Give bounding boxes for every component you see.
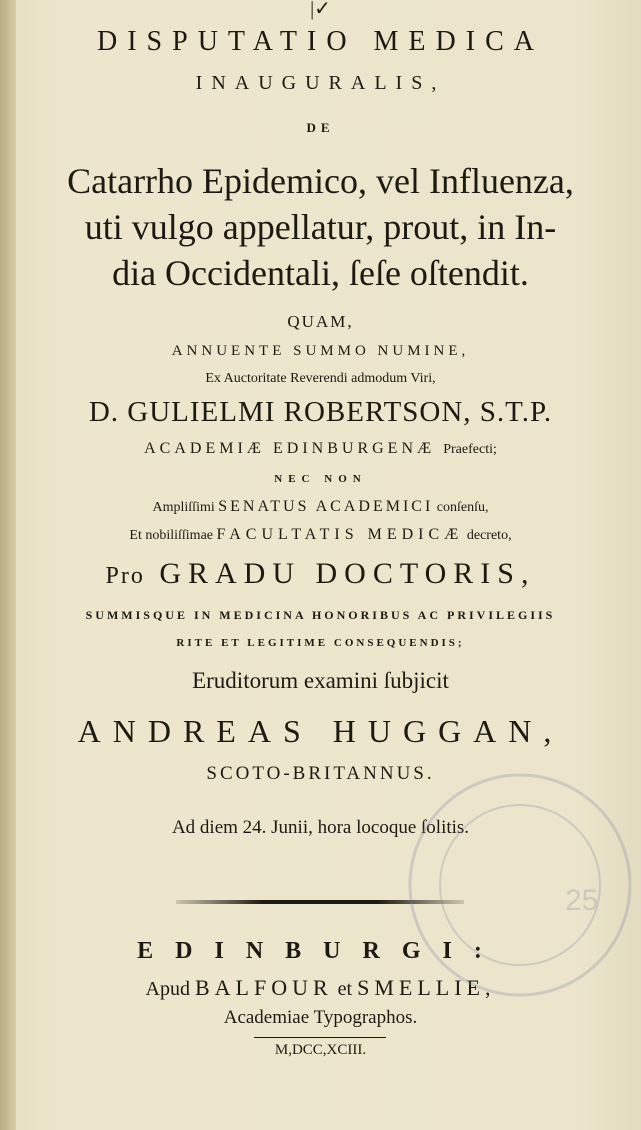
subject-title: [0, 158, 641, 296]
amplissimi-tail: conſenſu,: [436, 500, 489, 515]
author-nation: SCOTO-BRITANNUS.: [206, 763, 435, 784]
quam-label: QUAM,: [287, 312, 354, 331]
academiae-line: [0, 440, 641, 458]
principal-name: D. GULIELMI ROBERTSON, S.T.P.: [88, 396, 553, 428]
amplissimi-line: [0, 498, 641, 516]
gradu-caps: GRADU DOCTORIS,: [159, 557, 536, 590]
library-stamp: [395, 760, 641, 1010]
pro-word: Pro: [105, 563, 145, 589]
pro-gradu-line: [0, 557, 641, 591]
year-line: M,DCC,XCIII.: [274, 1042, 367, 1058]
annuente-line: ANNUENTE SUMMO NUMINE,: [171, 343, 470, 359]
amplissimi-caps: SENATUS ACADEMICI: [218, 498, 434, 515]
eruditorum-line: Eruditorum examini ſubjicit: [192, 668, 449, 693]
de-label: DE: [306, 120, 335, 135]
subject-line-2: uti vulgo appellatur, prout, in In-: [84, 207, 557, 247]
amplissimi-pre: Ampliſſimi: [152, 500, 215, 515]
typographos-line: Academiae Typographos.: [223, 1007, 418, 1028]
academiae-tail: Praefecti;: [443, 442, 497, 457]
year-rule: [254, 1037, 386, 1038]
author-name: ANDREAS HUGGAN,: [77, 713, 564, 749]
et-word: et: [337, 978, 353, 1000]
printer-balfour: BALFOUR: [194, 975, 333, 1000]
top-mark: |✓: [310, 0, 331, 20]
nobilissimae-pre: Et nobiliſſimae: [129, 528, 214, 543]
nobilissimae-line: [0, 526, 641, 544]
necnon-label: NEC NON: [274, 473, 367, 485]
nobilissimae-tail: decreto,: [466, 528, 512, 543]
auctoritate-line: Ex Auctoritate Reverendi admodum Viri,: [205, 371, 436, 386]
nobilissimae-caps: FACULTATIS MEDICÆ: [216, 526, 464, 543]
summis-line: SUMMISQUE IN MEDICINA HONORIBUS AC PRIVILEGIIS: [85, 608, 556, 622]
printer-smellie: SMELLIE,: [357, 975, 496, 1000]
stamp-number: 25: [565, 884, 599, 917]
date-line: Ad diem 24. Junii, hora locoque ſolitis.: [171, 817, 470, 838]
subject-line-1: Catarrho Epidemico, vel Influenza,: [67, 161, 574, 201]
title-line-1: DISPUTATIO MEDICA: [97, 26, 544, 57]
academiae-caps: ACADEMIÆ EDINBURGENÆ: [144, 440, 436, 457]
city-line: EDINBURGI:: [137, 938, 504, 964]
rite-line: RITE ET LEGITIME CONSEQUENDIS;: [176, 637, 465, 649]
apud-word: Apud: [145, 978, 190, 1000]
title-line-2: INAUGURALIS,: [195, 72, 446, 94]
subject-line-3: dia Occidentali, ſeſe oſtendit.: [112, 253, 529, 293]
